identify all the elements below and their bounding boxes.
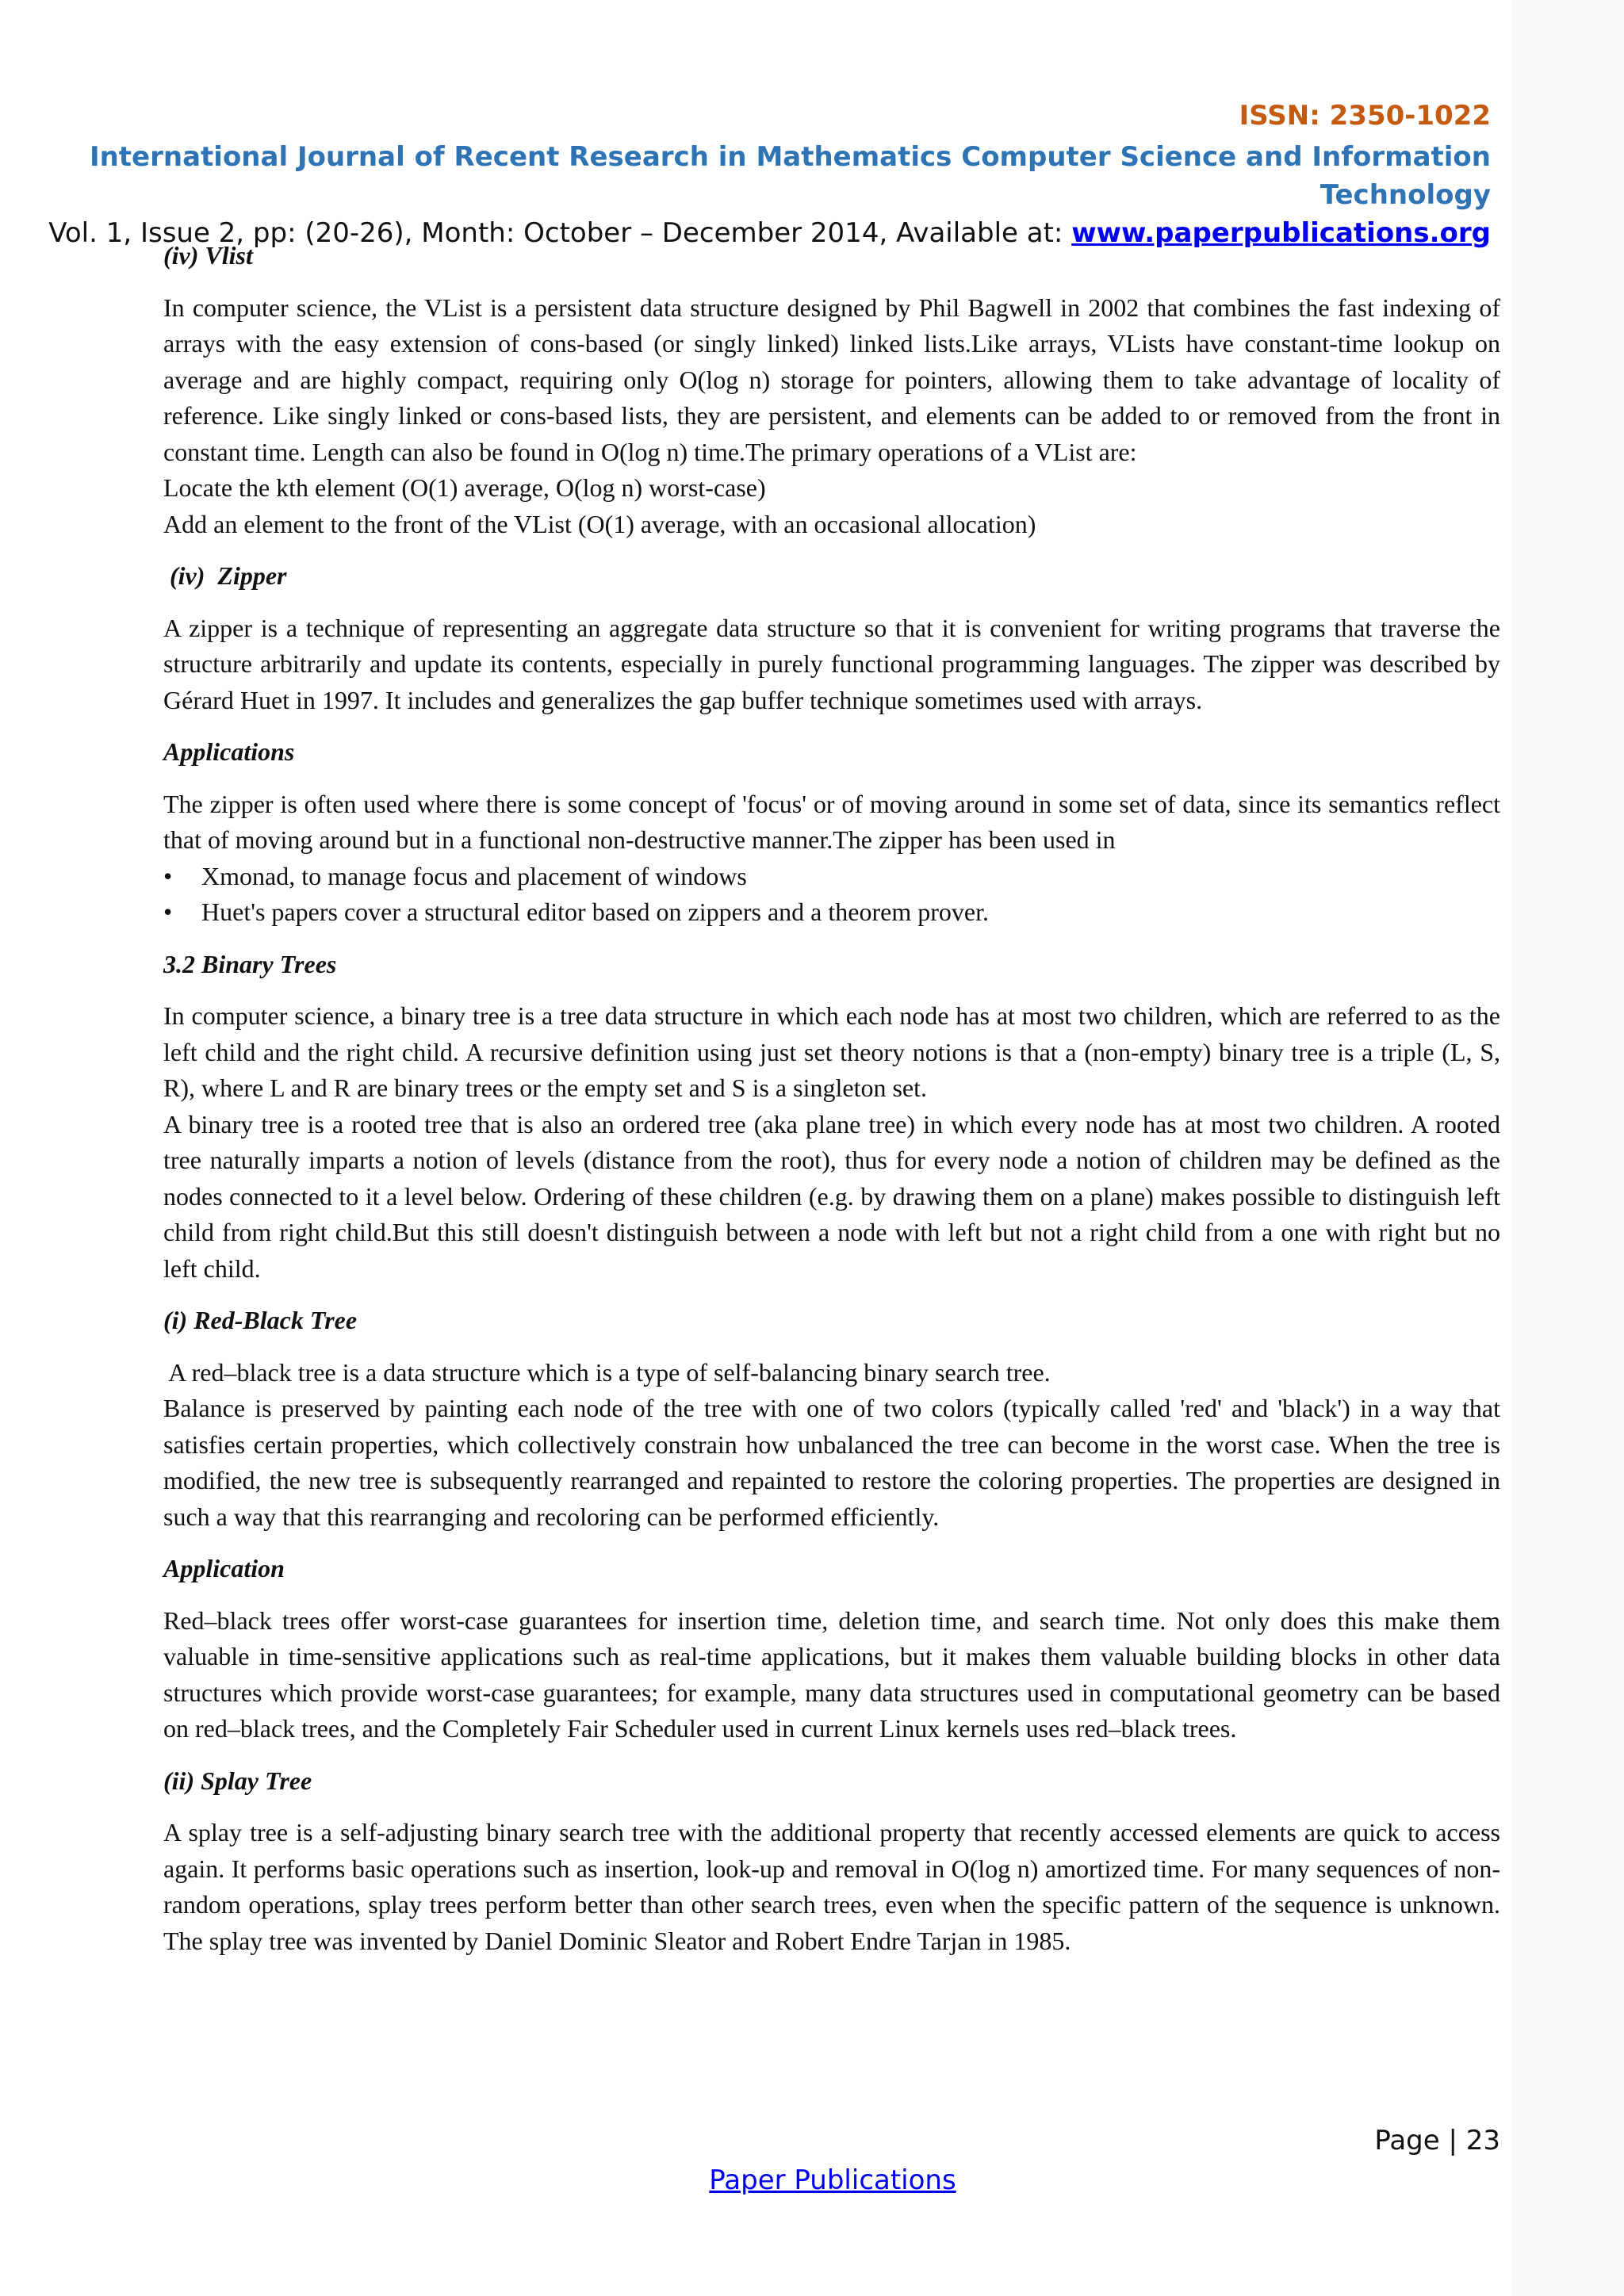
red-black-paragraph: Balance is preserved by painting each node of the tree with one of two colors (typically called 'red' and 'black') in a way that satisfies certain properties, which collectively constrain how unbalanced the tree can become in the worst case. When the tree is modified, the new tree is subsequently rearranged and repainted to restore the coloring properties. The properties are designed in such a way that this rearranging and recoloring can be performed efficiently. <box>163 1394 1500 1531</box>
journal-header <box>0 94 1491 252</box>
publisher-link[interactable]: Paper Publications <box>709 2164 956 2196</box>
vlist-heading: (iv) Vlist <box>163 241 253 270</box>
applications-heading: Applications <box>163 737 295 766</box>
applications-paragraph: The zipper is often used where there is some concept of 'focus' or of moving around in some set of data, since its semantics reflect that of moving around but in a functional non-destructive manner.The zipper has been used in <box>163 789 1500 854</box>
footer <box>0 2164 1624 2196</box>
list-item <box>163 894 1500 931</box>
red-black-heading: (i) Red-Black Tree <box>163 1306 358 1334</box>
binary-trees-heading: 3.2 Binary Trees <box>163 949 337 978</box>
application-heading: Application <box>163 1554 285 1582</box>
binary-trees-paragraph-2: A binary tree is a rooted tree that is also an ordered tree (aka plane tree) in which every node has at most two children. A rooted tree naturally imparts a notion of levels (distance from the root), thus for every node a notion of children may be defined as the nodes connected to it a level below. Ordering of these children (e.g. by drawing them on a plane) makes possible to distinguish left child from right child.But this still doesn't distinguish between a node with left but not a right child from a one with right but no left child. <box>163 1109 1500 1283</box>
vlist-operation-locate: Locate the kth element (O(1) average, O(log n) worst-case) <box>163 473 766 502</box>
applications-list <box>163 859 1500 931</box>
application-paragraph: Red–black trees offer worst-case guarantees for insertion time, deletion time, and search time. Not only does this make them valuable in time-sensitive applications such as real-time applications, but it makes them valuable building blocks in other data structures which provide worst-case guarantees; for example, many data structures used in computational geometry can be based on red–black trees, and the Completely Fair Scheduler used in current Linux kernels uses red–black trees. <box>163 1605 1500 1743</box>
journal-title: International Journal of Recent Research in Mathematics Computer Science and Information Technology <box>89 141 1491 211</box>
vlist-operation-add: Add an element to the front of the VList (O(1) average, with an occasional allocation) <box>163 509 1036 538</box>
red-black-intro: A red–black tree is a data structure which is a type of self-balancing binary search tree. <box>163 1357 1051 1387</box>
volume-info: Vol. 1, Issue 2, pp: (20-26), Month: October – December 2014, Available at: <box>48 217 1072 249</box>
page-edge-shade <box>1511 0 1624 2296</box>
splay-heading: (ii) Splay Tree <box>163 1766 312 1795</box>
bullet-icon: • <box>163 897 173 926</box>
vlist-paragraph: In computer science, the VList is a persistent data structure designed by Phil Bagwell in 2002 that combines the fast indexing of arrays with the easy extension of cons-based (or singly linked) linked lists.Like arrays, VLists have constant-time lookup on average and are highly compact, requiring only O(log n) storage for pointers, allowing them to take advantage of locality of reference. Like singly linked or cons-based lists, they are persistent, and elements can be added to or removed from the front in constant time. Length can also be found in O(log n) time.The primary operations of a VList are: <box>163 293 1500 466</box>
bullet-icon: • <box>163 861 173 890</box>
zipper-paragraph: A zipper is a technique of representing an aggregate data structure so that it is convenient for writing programs that traverse the structure arbitrarily and update its contents, especially in purely functional programming languages. The zipper was described by Gérard Huet in 1997. It includes and generalizes the gap buffer technique sometimes used with arrays. <box>163 613 1500 714</box>
splay-paragraph: A splay tree is a self-adjusting binary search tree with the additional property that recently accessed elements are quick to access again. It performs basic operations such as insertion, look-up and removal in O(log n) amortized time. For many sequences of non-random operations, splay trees perform better than other search trees, even when the specific pattern of the sequence is unknown. The splay tree was invented by Daniel Dominic Sleator and Robert Endre Tarjan in 1985. <box>163 1818 1500 1955</box>
list-item-text: Huet's papers cover a structural editor based on zippers and a theorem prover. <box>201 897 989 926</box>
issn-label: ISSN: 2350-1022 <box>1239 100 1491 132</box>
website-link[interactable]: www.paperpublications.org <box>1071 217 1491 249</box>
binary-trees-paragraph-1: In computer science, a binary tree is a tree data structure in which each node has at most two children, which are referred to as the left child and the right child. A recursive definition using just set theory notions is that a (non-empty) binary tree is a triple (L, S, R), where L and R are binary trees or the empty set and S is a singleton set. <box>163 1001 1500 1102</box>
list-item-text: Xmonad, to manage focus and placement of windows <box>201 861 747 890</box>
page-number: Page | 23 <box>1374 2125 1500 2156</box>
zipper-heading: (iv) Zipper <box>163 561 287 590</box>
list-item <box>163 859 1500 895</box>
article-body <box>163 238 1500 1975</box>
